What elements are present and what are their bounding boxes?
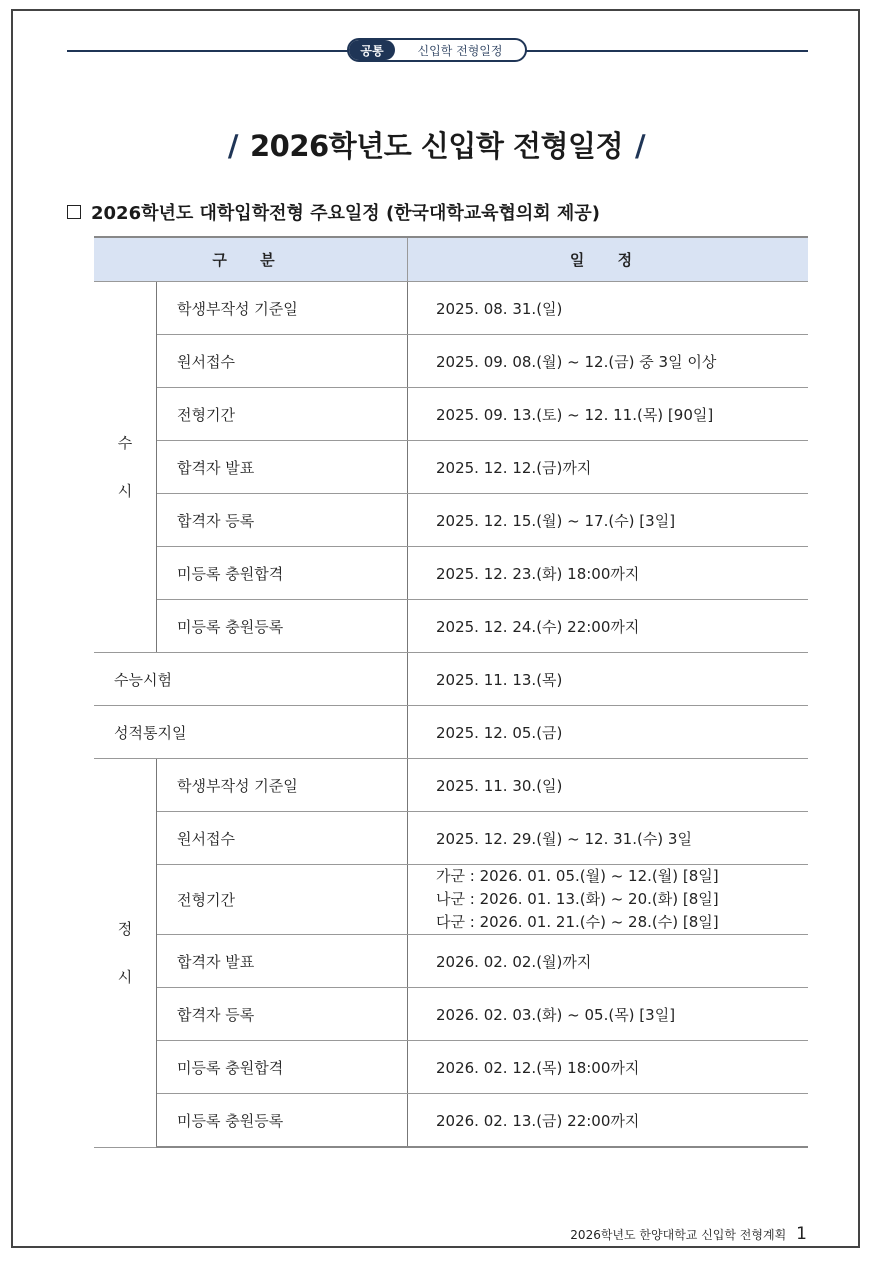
header-bar [67,38,808,64]
date-line: 가군 : 2026. 01. 05.(월) ~ 12.(월) [8일] [436,867,719,885]
header-schedule: 일 정 [408,237,809,282]
row-date: 2025. 08. 31.(일) [408,282,809,335]
header-label: 신입학 전형일정 [417,43,503,58]
header-pill [347,38,527,62]
page-footer [570,1224,807,1244]
row-date: 2025. 11. 13.(목) [408,653,809,706]
group-jeongsi-char-2: 시 [117,967,133,986]
row-item: 성적통지일 [94,706,408,759]
row-item: 미등록 충원합격 [157,547,408,600]
table-row [94,547,808,600]
table-row [94,865,808,935]
group-susi-char-2: 시 [117,482,133,500]
row-date: 2026. 02. 02.(월)까지 [408,935,809,988]
row-item: 학생부작성 기준일 [157,282,408,335]
table-row [94,441,808,494]
row-item: 원서접수 [157,335,408,388]
row-date: 2025. 11. 30.(일) [408,759,809,812]
row-date: 2025. 12. 24.(수) 22:00까지 [408,600,809,653]
table-row [94,335,808,388]
row-item: 미등록 충원등록 [157,1094,408,1148]
row-item: 원서접수 [157,812,408,865]
footer-text: 2026학년도 한양대학교 신입학 전형계획 [570,1227,787,1242]
table-row [94,812,808,865]
row-item: 미등록 충원합격 [157,1041,408,1094]
date-line: 나군 : 2026. 01. 13.(화) ~ 20.(화) [8일] [436,890,719,908]
row-item: 전형기간 [157,388,408,441]
row-item: 합격자 등록 [157,494,408,547]
table-header-row [94,237,808,282]
title-slash-left: / [227,129,238,163]
row-date: 2025. 12. 05.(금) [408,706,809,759]
row-date: 2025. 12. 15.(월) ~ 17.(수) [3일] [408,494,809,547]
row-date: 2025. 09. 08.(월) ~ 12.(금) 중 3일 이상 [408,335,809,388]
date-line: 다군 : 2026. 01. 21.(수) ~ 28.(수) [8일] [436,913,719,931]
row-item: 합격자 등록 [157,988,408,1041]
table-row [94,388,808,441]
table-row [94,494,808,547]
header-badge: 공통 [349,40,395,60]
row-item: 수능시험 [94,653,408,706]
table-row [94,1094,808,1148]
section-title [67,199,600,225]
group-jeongsi-char-1: 정 [117,919,133,938]
header-category: 구 분 [94,237,408,282]
row-date: 2025. 12. 23.(화) 18:00까지 [408,547,809,600]
schedule-table [94,236,808,1148]
table-row [94,935,808,988]
row-date: 2025. 12. 29.(월) ~ 12. 31.(수) 3일 [408,812,809,865]
title-text: 2026학년도 신입학 전형일정 [249,129,624,163]
row-date: 2026. 02. 12.(목) 18:00까지 [408,1041,809,1094]
row-item: 미등록 충원등록 [157,600,408,653]
row-item: 전형기간 [157,865,408,935]
row-date: 2025. 12. 12.(금)까지 [408,441,809,494]
group-susi [94,282,157,653]
table-row [94,653,808,706]
row-date: 2026. 02. 13.(금) 22:00까지 [408,1094,809,1148]
row-item: 합격자 발표 [157,441,408,494]
title-slash-right: / [635,129,646,163]
table-row [94,282,808,335]
table-row [94,600,808,653]
row-item: 합격자 발표 [157,935,408,988]
section-title-text: 2026학년도 대학입학전형 주요일정 (한국대학교육협의회 제공) [91,203,600,224]
table-row [94,988,808,1041]
page-title [0,124,873,165]
row-item: 학생부작성 기준일 [157,759,408,812]
row-date: 2026. 02. 03.(화) ~ 05.(목) [3일] [408,988,809,1041]
group-jeongsi [94,759,157,1148]
row-date-multiline [408,865,809,935]
page-number: 1 [796,1224,807,1244]
table-row [94,759,808,812]
group-susi-char-1: 수 [117,434,133,452]
checkbox-bullet-icon [67,205,81,219]
table-row [94,1041,808,1094]
row-date: 2025. 09. 13.(토) ~ 12. 11.(목) [90일] [408,388,809,441]
table-row [94,706,808,759]
